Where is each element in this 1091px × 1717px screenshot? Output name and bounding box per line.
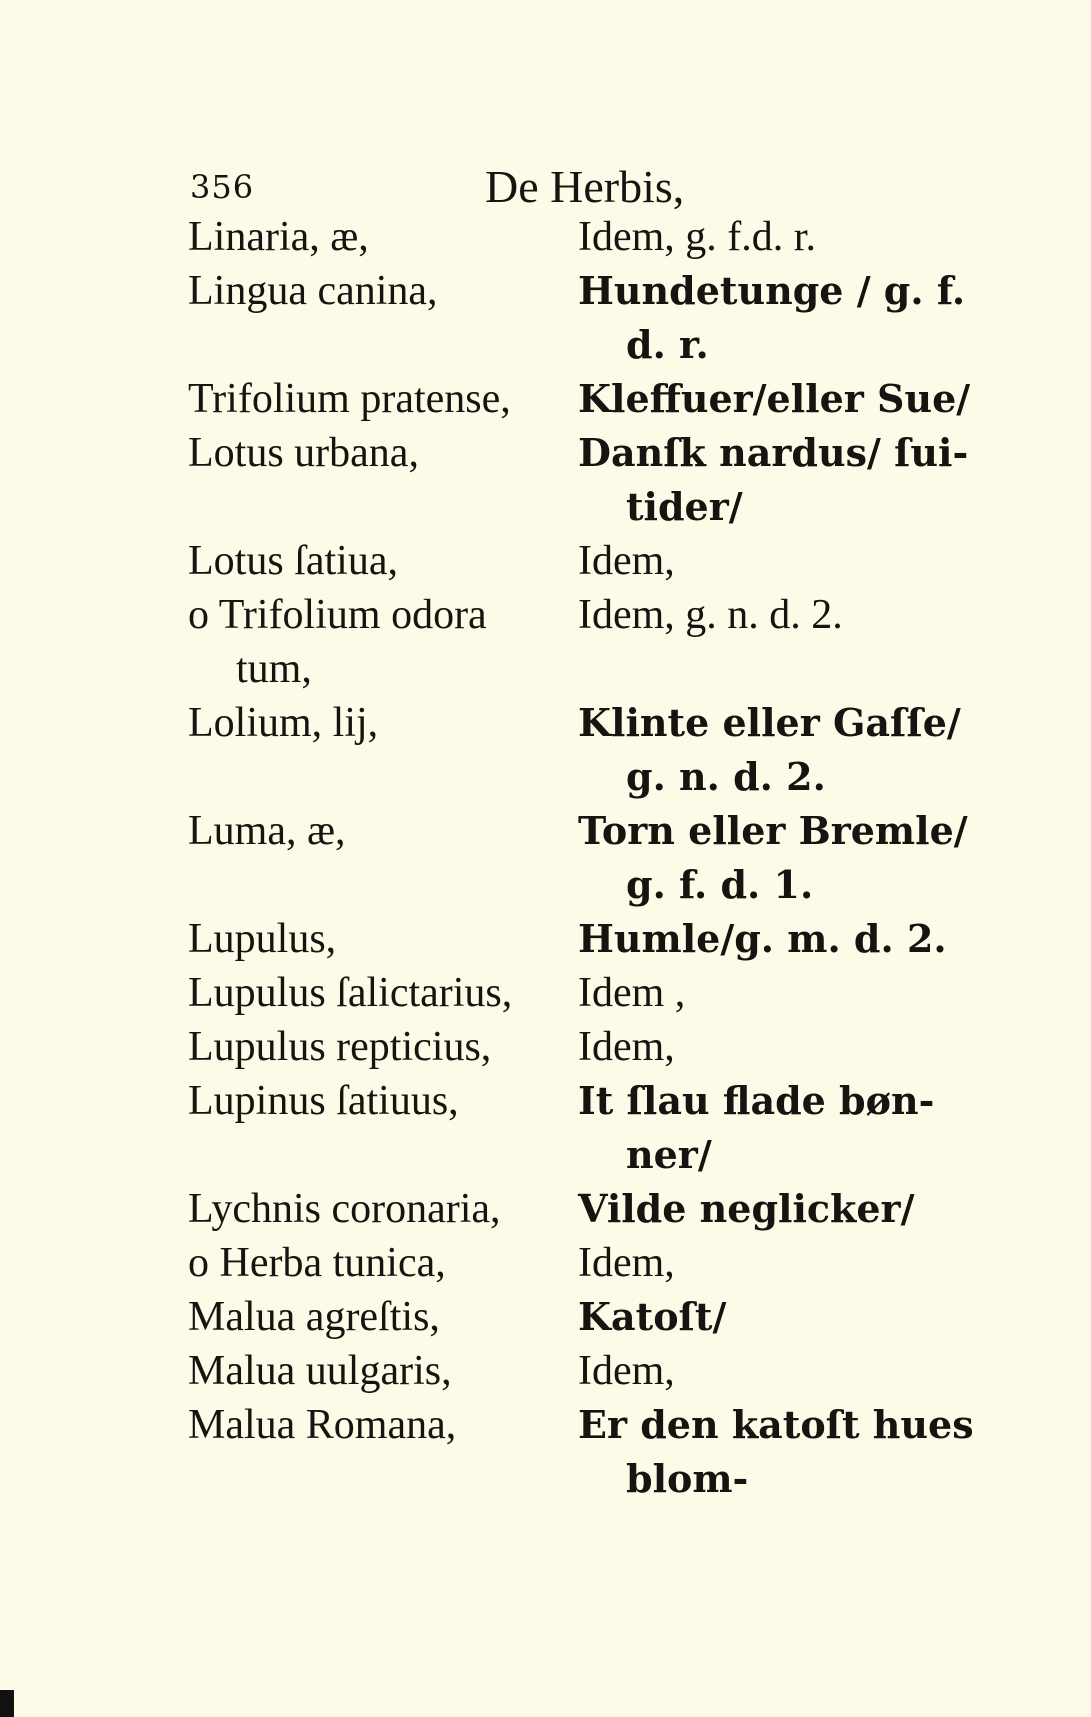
page-number: 356 [190, 168, 255, 206]
glossary-entry [188, 588, 988, 696]
danish-term-text: Humle/g. m. d. 2. [578, 916, 947, 961]
latin-term [188, 426, 578, 480]
danish-term [578, 264, 988, 372]
danish-term-text: Idem, [578, 538, 675, 584]
glossary-entry [188, 1290, 988, 1344]
danish-term [578, 534, 988, 588]
danish-term-text: Idem, [578, 1024, 675, 1070]
danish-term [578, 372, 988, 426]
latin-term [188, 1290, 578, 1344]
latin-term-text: Lotus ſatiua, [188, 538, 398, 584]
glossary-entry [188, 210, 988, 264]
glossary-entry [188, 1398, 988, 1506]
danish-term-text: Katoſt/ [578, 1294, 727, 1339]
danish-term [578, 1182, 988, 1236]
danish-term-text: Er den katoſt hues [578, 1402, 974, 1447]
latin-term [188, 1182, 578, 1236]
danish-term-continuation: d. r. [626, 322, 709, 367]
latin-term [188, 1398, 578, 1452]
danish-term-text: Idem, [578, 1240, 675, 1286]
latin-term [188, 1020, 578, 1074]
danish-term [578, 1074, 988, 1182]
glossary-entry [188, 966, 988, 1020]
danish-term-continuation: blom- [626, 1456, 749, 1501]
latin-term-text: Linaria, æ, [188, 214, 369, 260]
scan-edge-mark [0, 1690, 14, 1717]
glossary-entry [188, 1344, 988, 1398]
latin-term-text: Lupulus, [188, 916, 337, 962]
danish-term-text: Idem, g. n. d. 2. [578, 592, 843, 638]
danish-term-text: Idem, [578, 1348, 675, 1394]
latin-term [188, 696, 578, 750]
glossary-entry [188, 1074, 988, 1182]
latin-term-text: Lingua canina, [188, 268, 438, 314]
danish-term [578, 1290, 988, 1344]
danish-term [578, 1344, 988, 1398]
danish-term-continuation: g. n. d. 2. [626, 754, 826, 799]
glossary-list [188, 210, 988, 1506]
latin-term [188, 210, 578, 264]
latin-term [188, 588, 578, 696]
glossary-entry [188, 1020, 988, 1074]
glossary-entry [188, 696, 988, 804]
latin-term [188, 264, 578, 318]
danish-term-text: Vilde neglicker/ [578, 1186, 915, 1231]
glossary-entry [188, 264, 988, 372]
danish-term-text: Idem , [578, 970, 686, 1016]
latin-term [188, 372, 578, 426]
latin-term-text: Lotus urbana, [188, 430, 419, 476]
danish-term [578, 1020, 988, 1074]
latin-term [188, 966, 578, 1020]
latin-term-text: Malua uulgaris, [188, 1348, 452, 1394]
danish-term-text: Torn eller Bremle/ [578, 808, 968, 853]
glossary-entry [188, 1182, 988, 1236]
latin-term-text: Malua Romana, [188, 1402, 457, 1448]
glossary-entry [188, 426, 988, 534]
danish-term [578, 696, 988, 804]
danish-term [578, 966, 988, 1020]
danish-term [578, 1398, 988, 1506]
glossary-entry [188, 912, 988, 966]
danish-term [578, 804, 988, 912]
danish-term [578, 588, 988, 642]
danish-term-text: Danſk nardus/ ſui- [578, 430, 969, 475]
latin-term-text: o Herba tunica, [188, 1240, 446, 1286]
latin-term-text: Malua agreſtis, [188, 1294, 440, 1340]
danish-term-text: Hundetunge / g. f. [578, 268, 966, 313]
glossary-entry [188, 534, 988, 588]
latin-term [188, 804, 578, 858]
danish-term-text: Kleffuer/eller Sue/ [578, 376, 971, 421]
latin-term-text: Luma, æ, [188, 808, 346, 854]
latin-term-text: o Trifolium odora [188, 592, 487, 638]
latin-term-text: Lolium, lij, [188, 700, 379, 746]
glossary-entry [188, 804, 988, 912]
running-head: De Herbis, [485, 161, 685, 212]
danish-term-continuation: g. f. d. 1. [626, 862, 814, 907]
latin-term-text: Lychnis coronaria, [188, 1186, 501, 1232]
latin-term [188, 1074, 578, 1128]
danish-term-text: Idem, g. f.d. r. [578, 214, 816, 260]
glossary-entry [188, 1236, 988, 1290]
latin-term-text: Trifolium pratense, [188, 376, 511, 422]
latin-term [188, 912, 578, 966]
danish-term [578, 210, 988, 264]
latin-term [188, 1344, 578, 1398]
danish-term [578, 912, 988, 966]
latin-term-text: Lupulus ſalictarius, [188, 970, 513, 1016]
latin-term [188, 534, 578, 588]
latin-term-text: Lupulus repticius, [188, 1024, 492, 1070]
danish-term [578, 1236, 988, 1290]
glossary-entry [188, 372, 988, 426]
latin-term [188, 1236, 578, 1290]
danish-term-text: It ſlau flade bøn- [578, 1078, 935, 1123]
danish-term-text: Klinte eller Gaſſe/ [578, 700, 961, 745]
danish-term-continuation: ner/ [626, 1132, 712, 1177]
danish-term [578, 426, 988, 534]
latin-term-continuation: tum, [236, 646, 312, 692]
danish-term-continuation: tider/ [626, 484, 743, 529]
latin-term-text: Lupinus ſatiuus, [188, 1078, 459, 1124]
